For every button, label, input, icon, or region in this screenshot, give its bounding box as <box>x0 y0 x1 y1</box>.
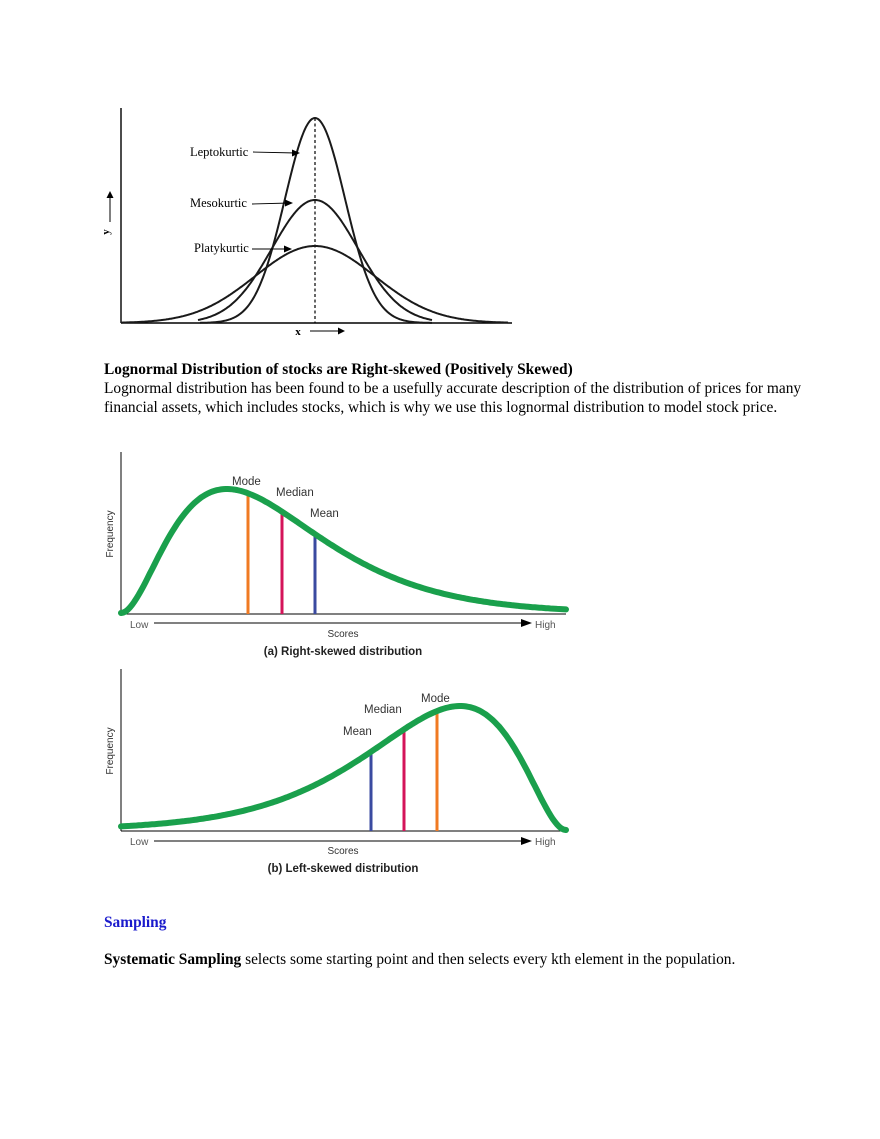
left-low-label: Low <box>130 837 149 848</box>
lognormal-heading: Lognormal Distribution of stocks are Right-skewed (Positively Skewed) <box>104 361 573 378</box>
lognormal-paragraph: Lognormal distribution has been found to be a usefully accurate description of the distribution of prices for many financial assets, which includes stocks, which is why we use this lognormal distribution to model stock price. <box>104 380 802 416</box>
left-frequency-label: Frequency <box>105 727 116 775</box>
right-mode-label: Mode <box>232 476 261 488</box>
x-axis-label: x <box>295 326 301 338</box>
right-median-label: Median <box>276 487 314 499</box>
leptokurtic-label: Leptokurtic <box>190 145 249 159</box>
right-scores-label: Scores <box>327 629 359 640</box>
right-skewed-caption: (a) Right-skewed distribution <box>263 646 423 658</box>
sampling-heading: Sampling <box>104 914 167 931</box>
systematic-sampling-paragraph <box>104 951 804 969</box>
right-low-label: Low <box>130 620 149 631</box>
right-high-label: High <box>535 620 556 631</box>
systematic-sampling-definition: selects some starting point and then selects every kth element in the population. <box>241 951 736 968</box>
platykurtic-label: Platykurtic <box>194 241 249 255</box>
left-scale-arrowhead <box>521 837 532 845</box>
left-scores-label: Scores <box>327 846 359 857</box>
left-mode-label: Mode <box>421 693 450 705</box>
mesokurtic-label: Mesokurtic <box>190 196 247 210</box>
right-mean-label: Mean <box>310 508 339 520</box>
left-high-label: High <box>535 837 556 848</box>
right-frequency-label: Frequency <box>105 510 116 558</box>
y-axis-label: y <box>100 229 112 235</box>
left-skewed-caption: (b) Left-skewed distribution <box>267 863 419 875</box>
left-mean-label: Mean <box>343 726 372 738</box>
left-skewed-curve <box>121 706 566 830</box>
systematic-sampling-term: Systematic Sampling <box>104 951 242 968</box>
left-median-label: Median <box>364 704 402 716</box>
